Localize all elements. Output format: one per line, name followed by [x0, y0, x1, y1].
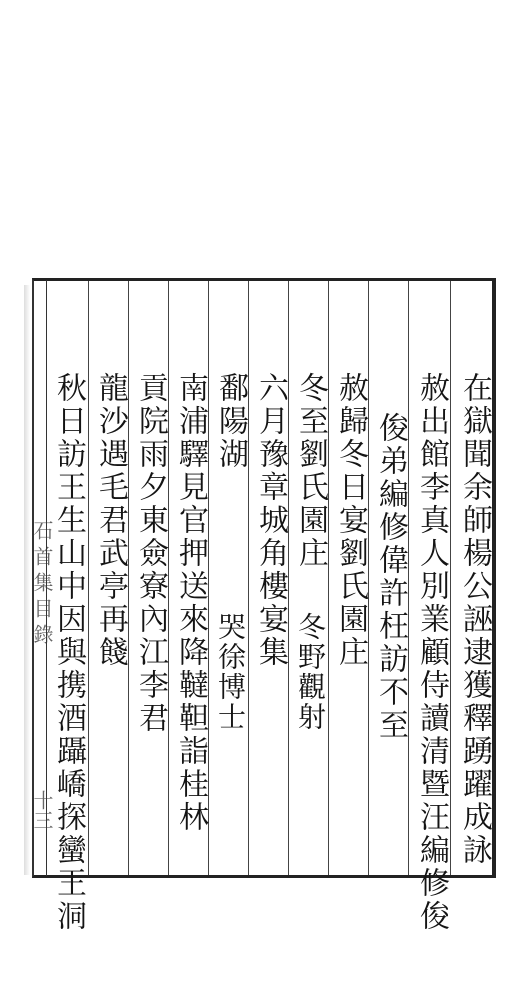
- text-column-9: [130, 0, 170, 985]
- column-main-text: 貢院雨夕東僉寮內江李君: [133, 372, 168, 735]
- column-second-title: 冬野觀射: [294, 612, 327, 732]
- column-main-text: 南浦驛見官押送來降韃靼詣桂林: [173, 372, 208, 834]
- column-main-text: 鄱陽湖: [213, 372, 248, 471]
- text-column-3: [370, 0, 410, 985]
- column-second-title: 哭徐博士: [214, 612, 247, 732]
- text-column-6: [250, 0, 290, 985]
- column-main-text: 在獄聞余師楊公誣逮獲釋踴躍成詠: [457, 372, 492, 867]
- column-main-text: 秋日訪王生山中因與携酒躡嶠探蠻王洞: [51, 372, 86, 933]
- margin-folio-number: 十三: [30, 790, 54, 830]
- text-column-8: [170, 0, 210, 985]
- text-column-2: [411, 0, 451, 985]
- text-column-5: [290, 0, 330, 985]
- column-main-text: 赦歸冬日宴劉氏園庄: [333, 372, 368, 669]
- column-main-text: 冬至劉氏園庄: [293, 372, 328, 570]
- margin-book-title: 石首集目錄: [30, 520, 54, 650]
- text-column-10: [90, 0, 130, 985]
- text-column-7: [210, 0, 250, 985]
- text-column-4: [330, 0, 370, 985]
- column-main-text: 龍沙遇毛君武亭再餞: [93, 372, 128, 669]
- column-main-text: 赦出館李真人別業顧侍讀清暨汪編修俊: [414, 372, 449, 933]
- column-main-text: 六月豫章城角樓宴集: [253, 372, 288, 669]
- column-main-text: 俊弟編修偉許枉訪不至: [373, 412, 408, 742]
- column-divider: [88, 281, 89, 875]
- text-column-11: [48, 0, 88, 985]
- text-column-1: [454, 0, 494, 985]
